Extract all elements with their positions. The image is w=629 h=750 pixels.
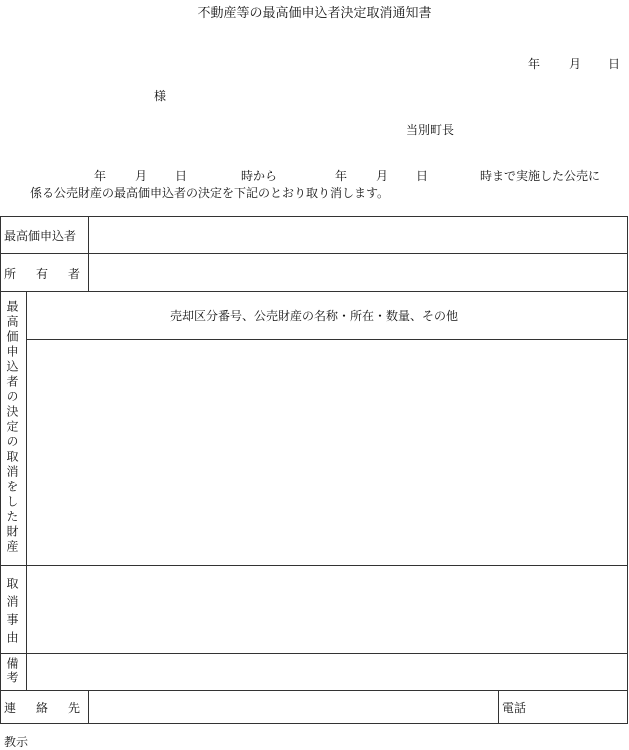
addressee-suffix: 様 — [154, 89, 167, 103]
to-hour: 時まで実施した公売に — [480, 169, 601, 183]
property-label: 最高価申込者の決定の取消をした財産 — [5, 300, 19, 555]
instruction-label: 教示 — [4, 735, 29, 749]
to-year: 年 — [335, 169, 348, 183]
issuer: 当別町長 — [406, 123, 455, 137]
contact-label: 連 絡 先 — [4, 701, 85, 715]
from-day: 日 — [175, 169, 188, 183]
phone-label: 電話 — [502, 701, 527, 715]
to-day: 日 — [416, 169, 429, 183]
to-month: 月 — [376, 169, 389, 183]
remarks-label: 備考 — [5, 657, 19, 685]
from-year: 年 — [94, 169, 107, 183]
date-day: 日 — [608, 57, 621, 71]
document-title: 不動産等の最高価申込者決定取消通知書 — [197, 6, 432, 21]
owner-label: 所 有 者 — [4, 267, 85, 281]
reason-label: 取消事由 — [5, 577, 19, 649]
date-year: 年 — [528, 57, 541, 71]
date-month: 月 — [569, 57, 582, 71]
from-hour: 時から — [241, 169, 278, 183]
from-month: 月 — [135, 169, 148, 183]
body-line-2: 係る公売財産の最高価申込者の決定を下記のとおり取り消します。 — [30, 186, 390, 200]
property-header: 売却区分番号、公売財産の名称・所在・数量、その他 — [170, 309, 459, 323]
highest-bidder-label: 最高価申込者 — [4, 229, 77, 243]
